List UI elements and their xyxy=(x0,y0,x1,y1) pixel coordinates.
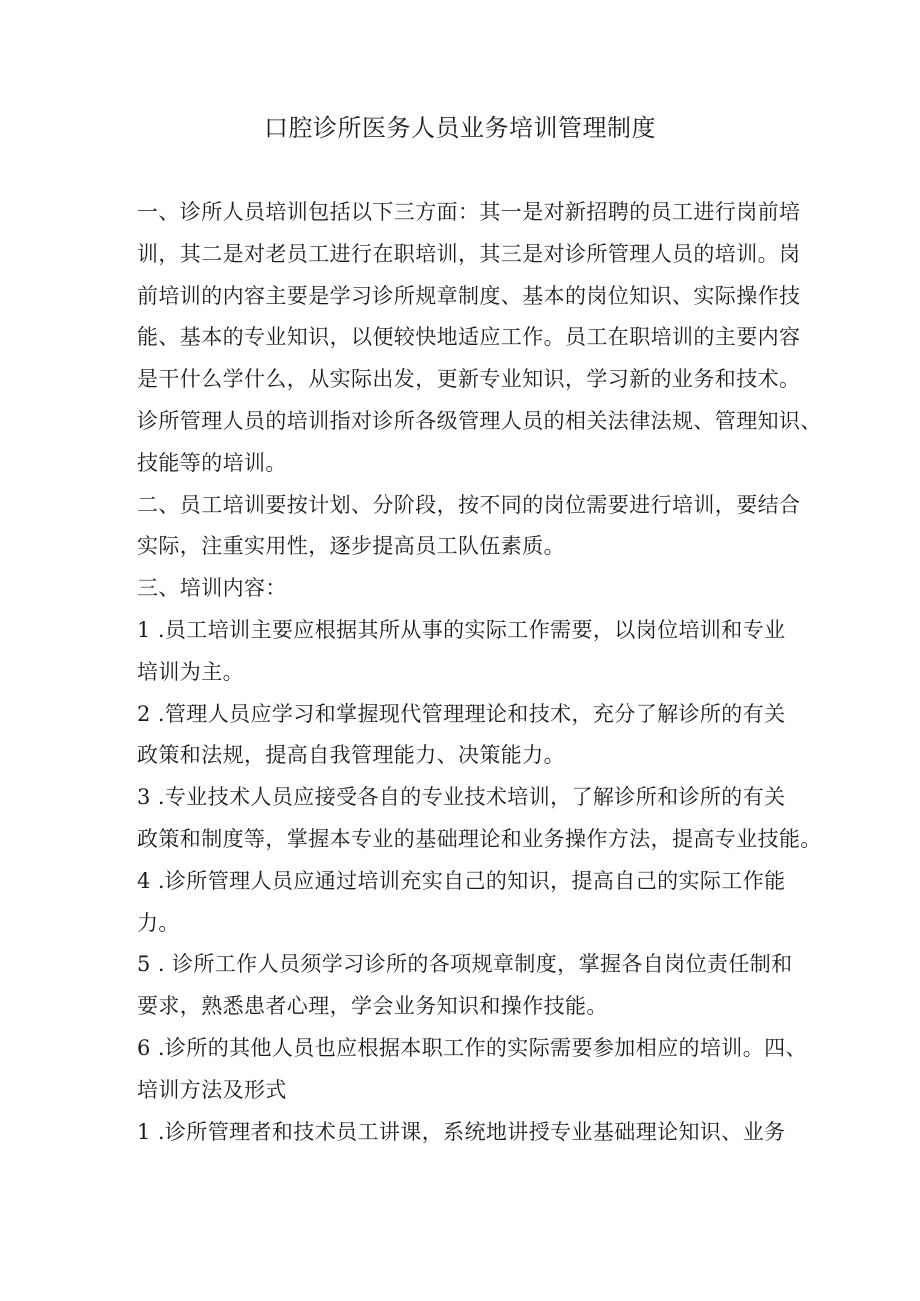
body-line: 要求，熟悉患者心理，学会业务知识和操作技能。 xyxy=(137,994,608,1019)
body-line: 二、员工培训要按计划、分阶段，按不同的岗位需要进行培训，要结合 xyxy=(137,492,801,517)
body-line: 6 .诊所的其他人员也应根据本职工作的实际需要参加相应的培训。四、 xyxy=(137,1035,807,1060)
body-line: 技能等的培训。 xyxy=(137,450,287,475)
body-line: 培训为主。 xyxy=(137,659,244,684)
body-line: 1 .诊所管理者和技术员工讲课，系统地讲授专业基础理论知识、业务 xyxy=(137,1119,786,1144)
body-line: 政策和法规，提高自我管理能力、决策能力。 xyxy=(137,743,565,768)
body-line: 一、诊所人员培训包括以下三方面：其一是对新招聘的员工进行岗前培 xyxy=(137,200,801,224)
document-title: 口腔诊所医务人员业务培训管理制度 xyxy=(264,114,656,142)
body-line: 5 . 诊所工作人员须学习诊所的各项规章制度，掌握各自岗位责任制和 xyxy=(137,952,793,977)
body-line: 诊所管理人员的培训指对诊所各级管理人员的相关法律法规、管理知识、 xyxy=(137,408,822,433)
body-line: 前培训的内容主要是学习诊所规章制度、基本的岗位知识、实际操作技 xyxy=(137,283,801,308)
body-line: 训，其二是对老员工进行在职培训，其三是对诊所管理人员的培训。岗 xyxy=(137,241,801,266)
document-body xyxy=(137,192,827,1153)
body-line: 4 .诊所管理人员应通过培训充实自己的知识，提高自己的实际工作能 xyxy=(137,868,786,893)
body-line: 是干什么学什么，从实际出发，更新专业知识，学习新的业务和技术。 xyxy=(137,367,801,392)
body-line: 力。 xyxy=(137,910,180,935)
body-line: 政策和制度等，掌握本专业的基础理论和业务操作方法，提高专业技能。 xyxy=(137,826,822,851)
body-line: 实际，注重实用性，逐步提高员工队伍素质。 xyxy=(137,534,565,559)
body-line: 能、基本的专业知识，以便较快地适应工作。员工在职培训的主要内容 xyxy=(137,325,801,350)
body-line: 3 .专业技术人员应接受各自的专业技术培训，了解诊所和诊所的有关 xyxy=(137,785,786,810)
body-line: 1 .员工培训主要应根据其所从事的实际工作需要，以岗位培训和专业 xyxy=(137,617,786,642)
body-line: 三、培训内容： xyxy=(137,576,287,601)
body-line: 培训方法及形式 xyxy=(137,1077,287,1102)
body-line: 2 .管理人员应学习和掌握现代管理理论和技术，充分了解诊所的有关 xyxy=(137,701,786,726)
